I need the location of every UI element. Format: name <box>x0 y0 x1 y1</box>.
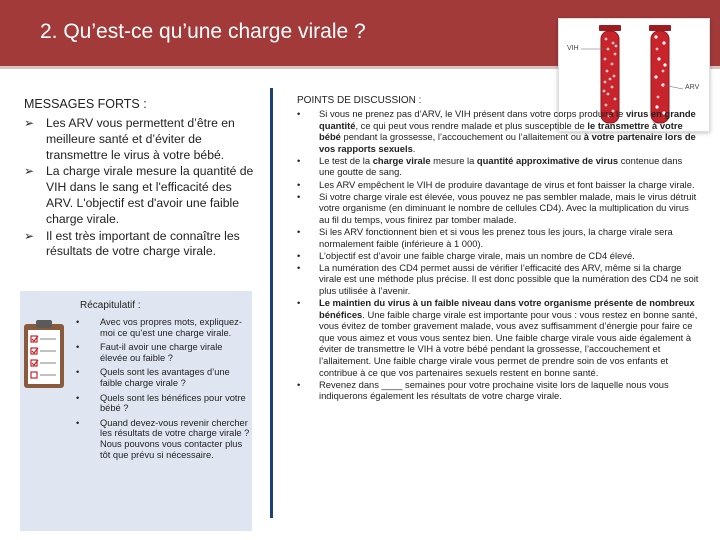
tube-cap-left <box>599 25 621 31</box>
recap-item <box>76 393 252 414</box>
discussion-item <box>297 226 699 249</box>
bullet-icon: • <box>297 154 301 166</box>
discussion-text: . Une faible charge virale est importante pour vous : vous restez en bonne santé, vous évitez de tomber gravement malade, vous avez suffisamment d’énergie pour faire ce que vous aimez et vous vous sentez bien. Une faible charge virale vous aide également à éviter de transmettre le VIH à votre bébé pendant la grossesse, l’accouchement et l’allaitement. Une faible charge virale vous permet de prendre soin de vos enfants et contribue à ce que vos partenaires sexuels restent en bonne santé. <box>319 308 698 378</box>
discussion-text: contenue dans une goutte de sang. <box>319 154 683 178</box>
arrow-bullet-icon: ➢ <box>24 228 35 243</box>
recap-item-text: Quels sont les avantages d’une faible charge virale ? <box>100 367 230 388</box>
discussion-text: Le test de la <box>319 154 373 166</box>
bullet-icon: • <box>297 261 301 273</box>
discussion-text: quantité approximative de virus <box>476 154 619 166</box>
discussion-text: Si vous ne prenez pas d’ARV, le VIH présent dans <box>319 108 528 119</box>
discussion-text: Revenez dans ____ semaines pour votre prochaine visite lors de laquelle nous vous indiquerons également les résultats de votre charge virale. <box>319 378 669 402</box>
recap-item-text: Avec vos propres mots, expliquez-moi ce qu’est une charge virale. <box>100 317 242 338</box>
discussion-text: mesure la <box>430 154 477 166</box>
key-messages-heading: MESSAGES FORTS : <box>24 97 147 111</box>
key-message-item <box>24 164 260 227</box>
bullet-icon: • <box>297 108 301 119</box>
key-message-item <box>24 116 260 163</box>
discussion-text: . <box>412 142 416 154</box>
recap-item <box>76 367 252 388</box>
key-messages-list <box>24 116 260 261</box>
page-title: 2. Qu’est-ce qu’une charge virale ? <box>40 20 366 43</box>
discussion-text: Si les ARV fonctionnent bien et si vous les prenez tous les jours, la charge virale sera normalement faible (inférieure à 1 000). <box>319 225 673 249</box>
discussion-item <box>297 108 699 154</box>
vih-label: VIH <box>567 45 579 52</box>
recap-item <box>76 342 252 363</box>
recap-item-text: Faut-il avoir une charge virale élevée ou faible ? <box>100 342 223 363</box>
discussion-text: , ce qui peut vous rendre malade et plus susceptible de <box>355 119 588 131</box>
bullet-icon: • <box>297 190 301 202</box>
discussion-item <box>297 379 699 402</box>
bullet-icon: • <box>76 317 80 327</box>
arv-label: ARV <box>685 84 700 91</box>
discussion-item <box>297 179 699 191</box>
key-message-text: La charge virale mesure la quantité de VIH dans le sang et l'efficacité des ARV. L'objectif est d'avoir une faible charge virale. <box>46 164 254 226</box>
clipboard-checklist-icon <box>22 318 66 390</box>
discussion-item <box>297 155 699 178</box>
bullet-icon: • <box>76 367 80 378</box>
bullet-icon: • <box>297 297 301 308</box>
discussion-heading: POINTS DE DISCUSSION : <box>297 95 422 106</box>
discussion-text: charge virale <box>372 154 431 166</box>
recap-item-text: Quels sont les bénéfices pour votre bébé ? <box>100 392 246 414</box>
recap-heading: Récapitulatif : <box>80 300 141 311</box>
discussion-text: à votre partenaire lors de vos rapports sexuels <box>319 131 696 154</box>
discussion-text: La numération des CD4 permet aussi de vérifier l’efficacité des ARV, même si la charge virale est une méthode plus précise. Il est donc possible que la numération des CD4 ne soit plus utilisée à l’avenir. <box>319 261 699 296</box>
recap-item-text: Quand devez-vous revenir chercher les résultats de votre charge virale ? Nous pouvons vous contacter plus tôt que prévu si nécessaire. <box>100 417 250 460</box>
bullet-icon: • <box>297 178 301 190</box>
discussion-text: virus en grande quantité <box>319 108 696 131</box>
discussion-text: Les ARV empêchent le VIH de produire davantage de virus et font baisser la charge virale. <box>319 178 695 190</box>
discussion-item <box>297 250 699 262</box>
bullet-icon: • <box>76 417 80 428</box>
bullet-icon: • <box>76 392 80 403</box>
key-message-text: Il est très important de connaître les résultats de votre charge virale. <box>46 228 240 259</box>
discussion-text: L’objectif est d’avoir une faible charge virale, mais un nombre de CD4 élevé. <box>319 249 635 261</box>
column-divider <box>270 88 273 518</box>
arrow-bullet-icon: ➢ <box>24 164 35 179</box>
recap-list <box>76 317 252 464</box>
discussion-item <box>297 262 699 297</box>
discussion-text: le transmettre à votre bébé <box>319 119 683 143</box>
tube-cap-right <box>649 25 671 31</box>
bullet-icon: • <box>76 342 80 353</box>
discussion-list <box>297 108 699 402</box>
bullet-icon: • <box>297 378 301 390</box>
discussion-item <box>297 297 699 378</box>
arrow-bullet-icon: ➢ <box>24 116 35 130</box>
discussion-text: votre corps produira le <box>527 108 626 119</box>
discussion-item <box>297 191 699 226</box>
bullet-icon: • <box>297 225 301 237</box>
key-message-item <box>24 229 260 261</box>
recap-item <box>76 317 252 338</box>
key-message-text: Les ARV vous permettent d’être en meilleure santé et d’éviter de transmettre le virus à votre bébé. <box>46 116 235 162</box>
discussion-text: Le maintien du virus à un faible niveau dans votre organisme présente de nombreux bénéfices <box>319 297 695 320</box>
discussion-text: Si votre charge virale est élevée, vous pouvez ne pas sembler malade, mais le virus détruit votre organisme (en diminuant le nombre de cellules CD4). Avec la multiplication du virus au fil du temps, vous finirez par tomber malade. <box>319 190 697 225</box>
recap-item <box>76 418 252 460</box>
bullet-icon: • <box>297 249 301 261</box>
discussion-text: pendant la grossesse, l’accouchement ou l’allaitement ou <box>340 131 584 143</box>
